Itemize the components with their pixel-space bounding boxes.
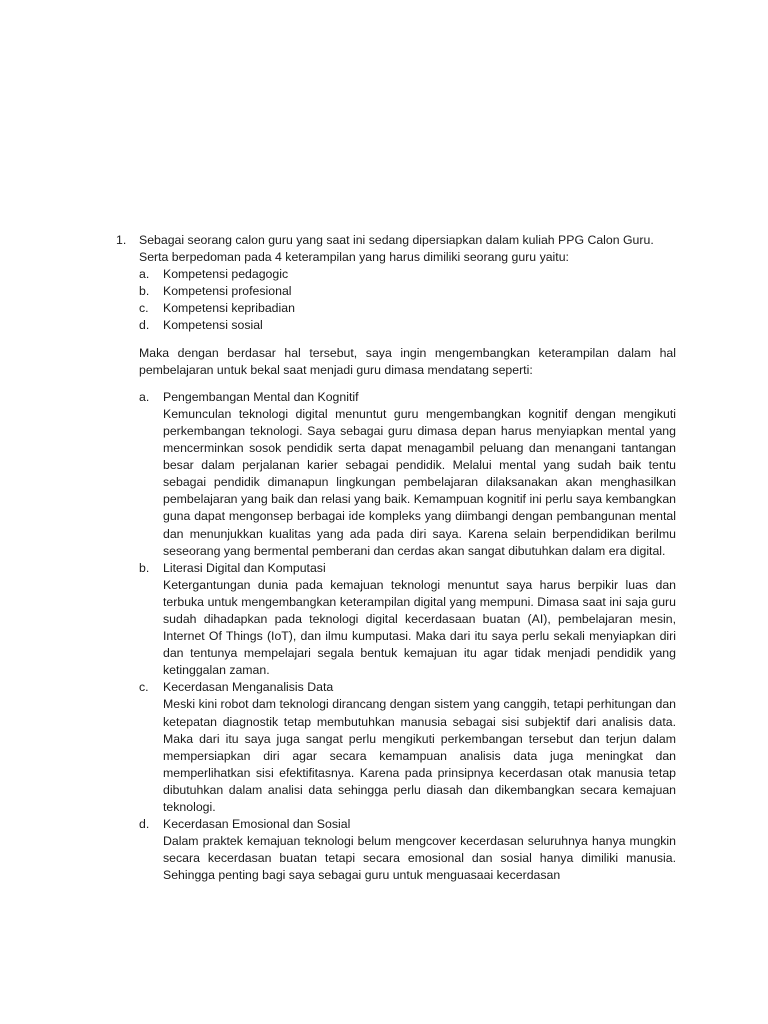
competency-text: Kompetensi pedagogic xyxy=(163,267,289,282)
skill-item xyxy=(139,389,676,560)
skill-title: Pengembangan Mental dan Kognitif xyxy=(163,389,359,404)
competency-text: Kompetensi kepribadian xyxy=(163,301,295,316)
competency-list xyxy=(139,266,676,334)
skill-title: Kecerdasan Emosional dan Sosial xyxy=(163,817,351,832)
transition-paragraph: Maka dengan berdasar hal tersebut, saya ingin mengembangkan keterampilan dalam hal pembelajaran untuk bekal saat menjadi guru dimasa mendatang seperti: xyxy=(139,345,676,377)
competency-text: Kompetensi sosial xyxy=(163,318,263,333)
competency-letter: d. xyxy=(139,318,150,333)
skill-title: Kecerdasan Menganalisis Data xyxy=(163,680,334,695)
skill-letter: a. xyxy=(139,389,150,404)
competency-item xyxy=(139,300,676,317)
competency-text: Kompetensi profesional xyxy=(163,284,292,299)
skill-item xyxy=(139,679,676,816)
competency-letter: b. xyxy=(139,284,150,299)
skill-body: Ketergantungan dunia pada kemajuan teknologi menuntut saya harus berpikir luas dan terbuka untuk mengembangkan keterampilan digital yang mempuni. Dimasa saat ini saja guru sudah dihadapkan pada teknologi digital kecerdasaan buatan (AI), pembelajaran mesin, Internet Of Things (IoT), dan ilmu kumputasi. Maka dari itu saya perlu sekali menyiapkan diri dan tentunya mempelajari segala bentuk kemajuan itu agar tidak menjadi pendidik yang ketinggalan zaman. xyxy=(163,577,676,678)
skill-item xyxy=(139,560,676,680)
competency-item xyxy=(139,317,676,334)
item-body xyxy=(139,232,676,884)
skill-body: Meski kini robot dam teknologi dirancang dengan sistem yang canggih, tetapi perhitungan dan ketepatan diagnostik tetap membutuhkan manusia sebagai sisi subjektif dari analisis data. Maka dari itu saya juga sangat perlu mengikuti perkembangan tersebut dan terjun dalam mempersiapkan diri agar secara kemampuan analisis data juga meningkat dan memperlihatkan sisi efektifitasnya. Karena pada prinsipnya kecerdasan otak manusia tetap dibutuhkan dalam analisi data sehingga perlu diasah dan dikembangkan secara kemajuan teknologi. xyxy=(163,697,676,814)
skill-body: Kemunculan teknologi digital menuntut guru mengembangkan kognitif dengan mengikuti perkembangan teknologi. Saya sebagai guru dimasa depan harus menyiapkan mental yang mencerminkan sosok pendidik serta dapat menagambil peluang dan menangani tantangan besar dalam perjalanan karier sebagai pendidik. Melalui mental yang sudah baik tentu sebagai pendidik dimanapun lingkungan pembelajaran dilaksanakan akan menghasilkan pembelajaran yang baik dan relasi yang baik. Kemampuan kognitif ini perlu saya kembangkan guna dapat mengonsep berbagai ide kompleks yang diimbangi dengan pembangunan mental dan menunjukkan kualitas yang ada pada diri saya. Karena selain berpendidikan berilmu seseorang yang bermental pemberani dan cerdas akan sangat dibutuhkan dalam era digital. xyxy=(163,406,676,558)
competency-item xyxy=(139,283,676,300)
skill-letter: c. xyxy=(139,680,149,695)
numbered-item xyxy=(116,232,676,884)
intro-paragraph: Sebagai seorang calon guru yang saat ini sedang dipersiapkan dalam kuliah PPG Calon Guru. Serta berpedoman pada 4 keterampilan yang harus dimiliki seorang guru yaitu: xyxy=(139,233,654,265)
competency-letter: a. xyxy=(139,267,150,282)
skill-letter: d. xyxy=(139,817,150,832)
skill-list xyxy=(139,389,676,885)
competency-item xyxy=(139,266,676,283)
competency-letter: c. xyxy=(139,301,149,316)
skill-item xyxy=(139,816,676,884)
document-content xyxy=(116,232,676,884)
skill-letter: b. xyxy=(139,560,150,575)
skill-title: Literasi Digital dan Komputasi xyxy=(163,560,326,575)
skill-body: Dalam praktek kemajuan teknologi belum mengcover kecerdasan seluruhnya hanya mungkin secara kecerdasan buatan tetapi secara emosional dan sosial hanya dimiliki manusia. Sehingga penting bagi saya sebagai guru untuk menguasaai kecerdasan xyxy=(163,834,676,883)
item-number: 1. xyxy=(116,233,127,247)
